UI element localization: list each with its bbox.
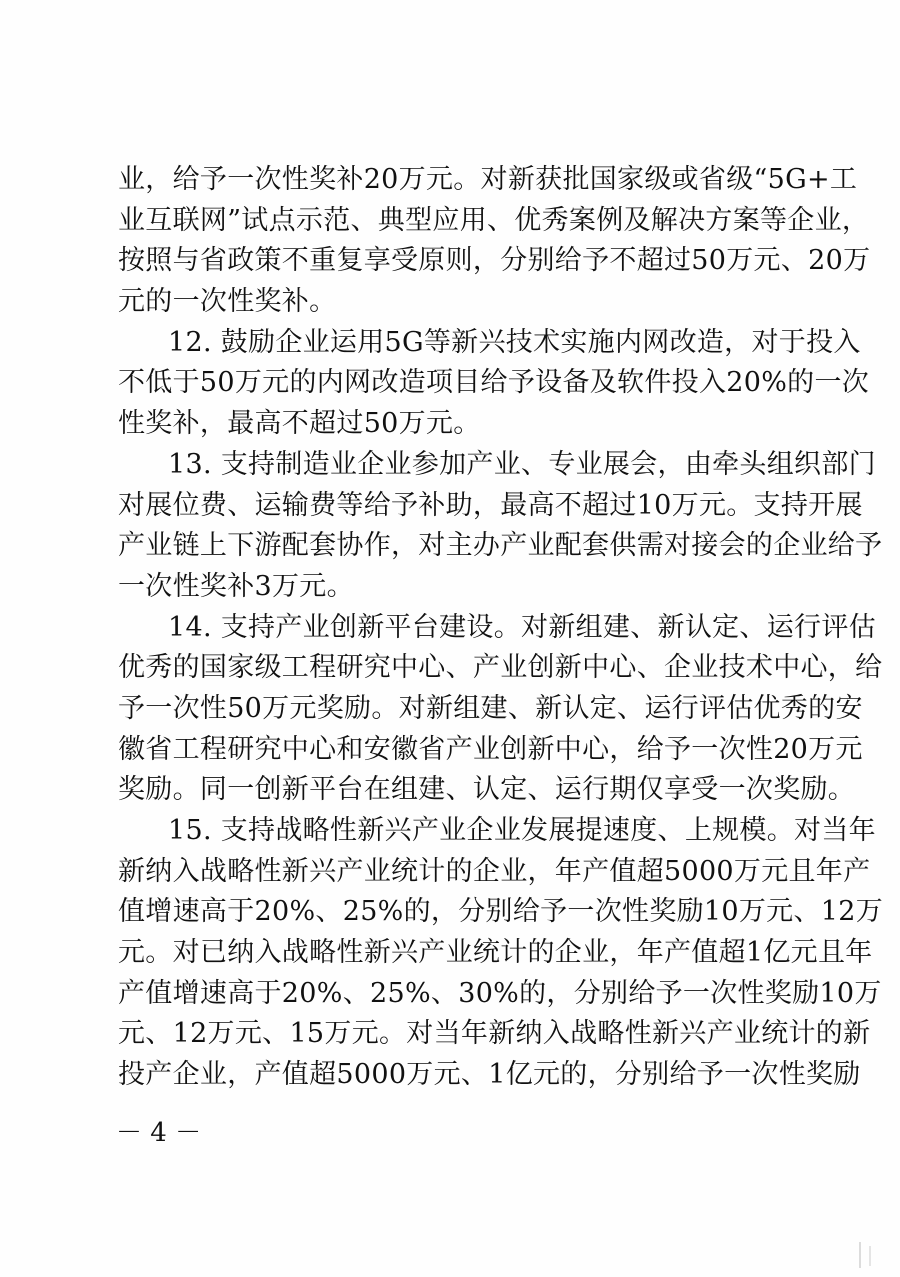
- text-line: 优秀的国家级工程研究中心、产业创新中心、企业技术中心，给: [118, 652, 883, 684]
- text-line: 按照与省政策不重复享受原则，分别给予不超过50万元、20万: [118, 245, 871, 277]
- text-line: 业，给予一次性奖补20万元。对新获批国家级或省级“5G+工: [118, 164, 858, 195]
- text-line: 元的一次性奖补。: [118, 286, 337, 318]
- text-line: 对展位费、运输费等给予补助，最高不超过10万元。支持开展: [118, 489, 863, 521]
- text-line: 元。对已纳入战略性新兴产业统计的企业，年产值超1亿元且年: [118, 937, 873, 969]
- text-line: 值增速高于20%、25%的，分别给予一次性奖励10万元、12万: [118, 896, 884, 928]
- scan-edge-marks: [852, 1240, 882, 1270]
- paragraph-13-first-line: 13. 支持制造业企业参加产业、专业展会，由牵头组织部门: [168, 448, 876, 480]
- text-line: 元、12万元、15万元。对当年新纳入战略性新兴产业统计的新: [118, 1018, 871, 1050]
- text-line: 产业链上下游配套协作，对主办产业配套供需对接会的企业给予: [118, 530, 883, 562]
- page-number: － 4 －: [116, 1118, 202, 1148]
- text-line: 奖励。同一创新平台在组建、认定、运行期仅享受一次奖励。: [118, 774, 856, 806]
- paragraph-14-first-line: 14. 支持产业创新平台建设。对新组建、新认定、运行评估: [168, 611, 876, 643]
- text-line: 产值增速高于20%、25%、30%的，分别给予一次性奖励10万: [118, 977, 882, 1009]
- text-line: 新纳入战略性新兴产业统计的企业，年产值超5000万元且年产: [118, 855, 871, 887]
- text-line: 徽省工程研究中心和安徽省产业创新中心，给予一次性20万元: [118, 733, 863, 765]
- text-line: 不低于50万元的内网改造项目给予设备及软件投入20%的一次: [118, 367, 870, 399]
- paragraph-12-first-line: 12. 鼓励企业运用5G等新兴技术实施内网改造，对于投入: [168, 326, 861, 358]
- text-line: 一次性奖补3万元。: [118, 570, 354, 602]
- paragraph-15-first-line: 15. 支持战略性新兴产业企业发展提速度、上规模。对当年: [168, 815, 876, 846]
- text-line: 予一次性50万元奖励。对新组建、新认定、运行评估优秀的安: [118, 692, 863, 724]
- text-line: 业互联网”试点示范、典型应用、优秀案例及解决方案等企业，: [118, 204, 870, 236]
- text-line: 投产企业，产值超5000万元、1亿元的，分别给予一次性奖励: [118, 1059, 861, 1091]
- text-line: 性奖补，最高不超过50万元。: [118, 408, 481, 440]
- document-body: [118, 160, 884, 1096]
